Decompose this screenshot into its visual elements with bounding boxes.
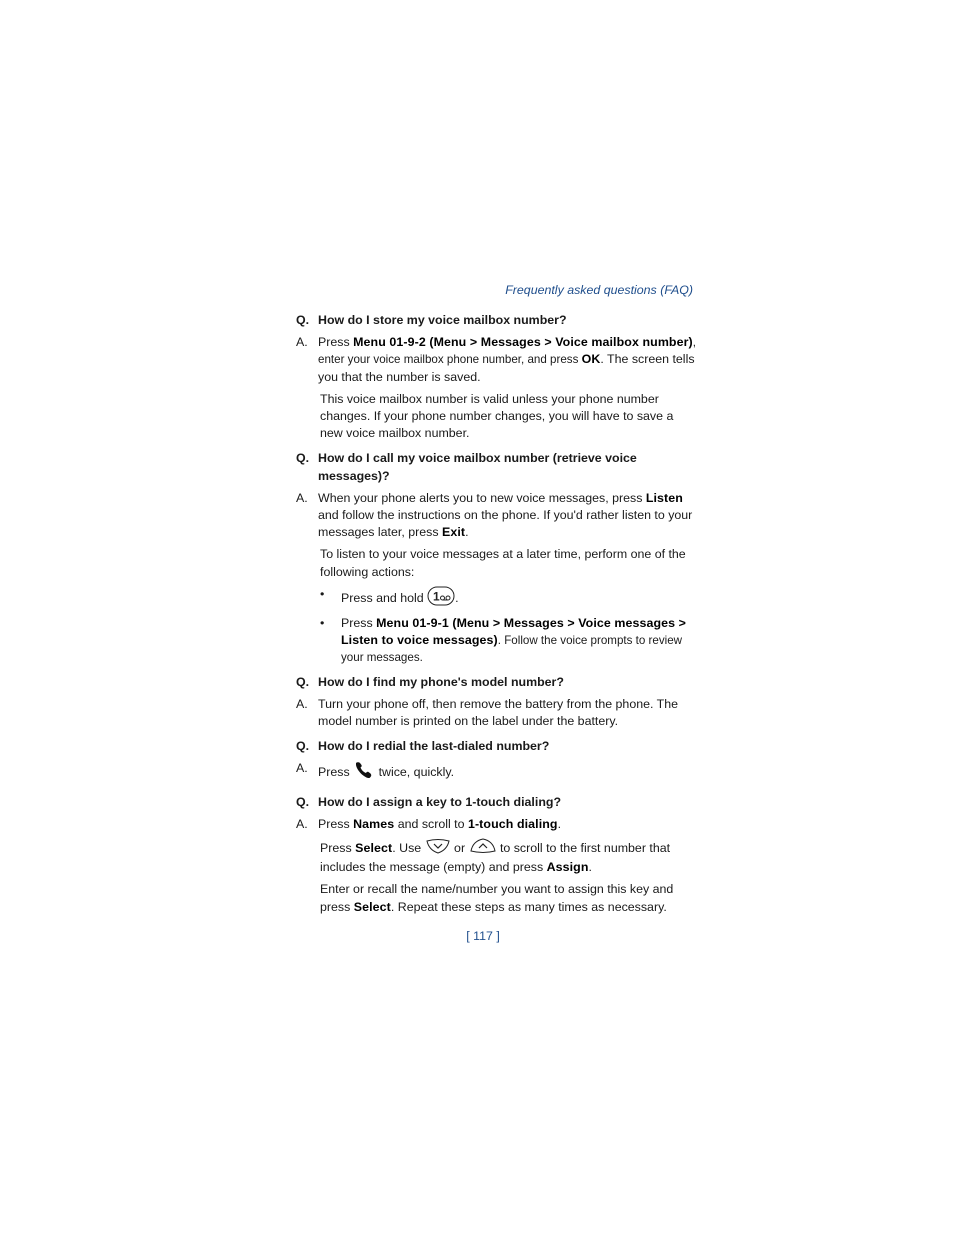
scroll-down-key-icon [425,838,451,859]
faq-question [296,312,696,329]
question-text: How do I call my voice mailbox number (retrieve voice messages)? [318,451,637,483]
faq-answer [296,334,696,386]
answer-text: and follow the instructions on the phone. If you'd rather listen to your messages later, press [318,508,693,540]
one-touch-keyword: 1-touch dialing [467,816,558,831]
key-label: 1 [433,589,440,604]
section-header: Frequently asked questions (FAQ) [505,283,693,297]
question-label: Q. [296,739,310,754]
select-keyword: Select [355,840,393,855]
list-item-text: Press [341,616,377,631]
answer-text: Press [318,816,354,831]
list-item-text: . Follow the voice prompts to review your messages. [341,634,683,665]
answer-label: A. [296,816,308,831]
scroll-up-key-icon [469,838,497,859]
list-item [296,586,696,611]
voicemail-key-1-icon [427,586,455,611]
question-text: How do I find my phone's model number? [318,674,564,689]
faq-question [296,794,696,811]
note-text: or [450,840,469,855]
faq-answer [296,696,696,730]
answer-text: . [557,816,562,831]
note-text: . Use [392,840,425,855]
answer-note [296,838,696,876]
faq-answer [296,760,696,785]
answer-text: When your phone alerts you to new voice messages, press [318,490,646,505]
list-item [296,615,696,667]
bullet: • [320,616,325,631]
answer-text: , enter your voice mailbox phone number, and press [318,336,696,367]
answer-text: twice, quickly. [375,765,455,780]
menu-path: Menu 01-9-1 (Menu > Messages > Voice messages > Listen to voice messages) [341,616,687,648]
answer-text: . [465,525,469,540]
menu-path: Menu 01-9-2 (Menu > Messages > Voice mailbox number) [353,335,693,350]
faq-content [296,312,696,921]
list-item-text: . [455,590,459,605]
call-handset-icon [353,760,375,785]
answer-text: Press [318,335,354,350]
faq-answer [296,816,696,833]
faq-answer [296,490,696,542]
answer-text: Press [318,765,354,780]
note-text: Enter or recall the name/number you want to assign this key and press [320,882,674,914]
bullet: • [320,586,325,601]
question-label: Q. [296,451,310,466]
ok-keyword: OK [581,352,601,367]
faq-question [296,450,696,484]
question-text: How do I assign a key to 1-touch dialing? [318,794,562,809]
question-label: Q. [296,313,310,327]
note-text: to scroll to the first number that includes the message (empty) and press [320,840,671,875]
answer-text: and scroll to [394,816,468,831]
question-text: How do I redial the last-dialed number? [318,739,550,754]
answer-text: . The screen tells you that the number is saved. [318,352,695,384]
list-item-text: Press and hold [341,590,428,605]
answer-text: Turn your phone off, then remove the battery from the phone. The model number is printed on the label under the battery. [318,696,679,729]
answer-label: A. [296,761,308,776]
question-label: Q. [296,794,310,809]
note-text: Press [320,840,356,855]
answer-label: A. [296,335,308,350]
answer-note: This voice mailbox number is valid unless your phone number changes. If your phone number changes, you will have to save a new voice mailbox number. [320,391,674,441]
listen-keyword: Listen [645,490,683,505]
answer-note [296,881,696,915]
question-text: How do I store my voice mailbox number? [318,313,567,327]
note-text: . [588,860,592,875]
answer-label: A. [296,696,308,711]
question-label: Q. [296,674,310,689]
exit-keyword: Exit [441,525,466,540]
select-keyword: Select [353,899,391,914]
answer-label: A. [296,490,308,505]
faq-question [296,738,696,755]
faq-question [296,674,696,691]
page-number: [ 117 ] [466,929,500,943]
answer-note: To listen to your voice messages at a later time, perform one of the following actions: [320,547,686,579]
names-keyword: Names [353,816,395,831]
note-text: . Repeat these steps as many times as necessary. [390,899,667,914]
assign-keyword: Assign [546,860,589,875]
